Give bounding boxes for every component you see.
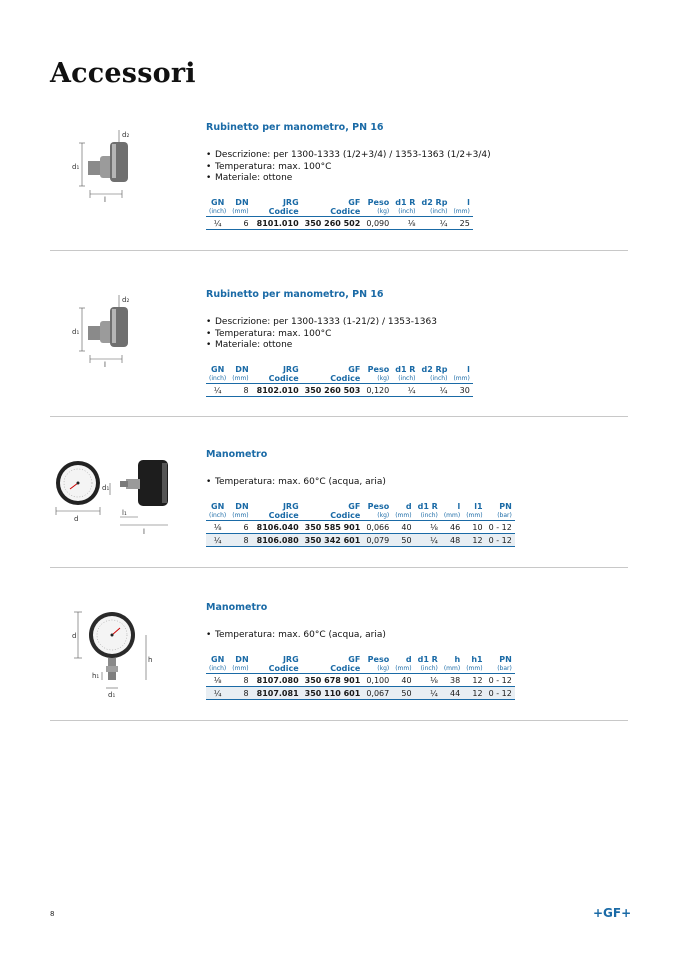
section-divider — [50, 416, 628, 417]
product-content — [206, 449, 546, 547]
spec-item: • Temperatura: max. 60°C (acqua, aria) — [206, 630, 546, 642]
col-header: d1 R — [395, 364, 416, 374]
spec-list — [206, 150, 536, 185]
cell: ¼ — [392, 383, 418, 396]
dim-d-label: d — [74, 515, 79, 523]
cell: ¼ — [418, 383, 450, 396]
cell: 350 260 503 — [302, 383, 364, 396]
col-header: DN — [235, 197, 249, 207]
cell: 8106.040 — [252, 520, 302, 533]
units-row — [206, 512, 515, 521]
cell: ¼ — [206, 216, 229, 229]
product-title: Manometro — [206, 449, 268, 460]
cell: 8107.080 — [252, 673, 302, 686]
col-header: Peso — [367, 197, 390, 207]
product-title: Rubinetto per manometro, PN 16 — [206, 289, 384, 300]
unit-label: (mm) — [232, 664, 249, 672]
header-row — [206, 197, 473, 208]
cell: 6 — [229, 216, 251, 229]
units-row — [206, 208, 473, 217]
cell: 46 — [441, 520, 463, 533]
valve-illustration — [50, 293, 190, 373]
cell: 0 - 12 — [486, 673, 515, 686]
cell: 350 678 901 — [302, 673, 364, 686]
col-header: d — [405, 501, 412, 511]
col-header: DN — [235, 501, 249, 511]
cell: 38 — [441, 673, 463, 686]
spec-item: • Temperatura: max. 100°C — [206, 329, 536, 341]
cell: 350 342 601 — [302, 533, 364, 546]
spec-table — [206, 501, 515, 547]
page-title: Accessori — [50, 58, 196, 89]
dim-l1-label: l₁ — [122, 509, 127, 517]
gf-logo: +GF+ — [593, 906, 632, 920]
col-header: d2 Rp — [421, 364, 448, 374]
cell: 8102.010 — [252, 383, 302, 396]
col-header: GN — [211, 501, 225, 511]
cell: ¼ — [415, 686, 441, 699]
unit-label: (bar) — [497, 511, 512, 519]
unit-label: (inch) — [430, 207, 448, 215]
cell: 0 - 12 — [486, 520, 515, 533]
dim-d1-label: d₁ — [72, 163, 80, 171]
units-row — [206, 665, 515, 674]
col-header: GF — [348, 197, 361, 207]
table-row — [206, 673, 515, 686]
unit-label: (inch) — [209, 511, 227, 519]
col-header: PN — [499, 501, 512, 511]
header-row — [206, 501, 515, 512]
dim-h1-label: h₁ — [92, 672, 100, 680]
unit-label: (mm) — [466, 511, 483, 519]
col-subheader: Codice — [330, 206, 361, 216]
cell: ¼ — [206, 383, 229, 396]
col-header: JRG — [282, 364, 299, 374]
product-title: Manometro — [206, 602, 268, 613]
dim-l-label: l — [143, 528, 145, 536]
col-header: DN — [235, 654, 249, 664]
cell: 0,100 — [363, 673, 392, 686]
unit-label: (inch) — [398, 207, 416, 215]
cell: 12 — [463, 686, 485, 699]
cell: 8107.081 — [252, 686, 302, 699]
cell: 350 585 901 — [302, 520, 364, 533]
valve-illustration — [50, 128, 190, 208]
cell: 0 - 12 — [486, 533, 515, 546]
col-header: JRG — [282, 654, 299, 664]
unit-label: (mm) — [395, 664, 412, 672]
col-header: GN — [211, 197, 225, 207]
cell: 6 — [229, 520, 251, 533]
unit-label: (mm) — [232, 374, 249, 382]
table-row — [206, 216, 473, 229]
spec-list — [206, 630, 546, 642]
col-header: GF — [348, 654, 361, 664]
table-row — [206, 533, 515, 546]
unit-label: (inch) — [209, 207, 227, 215]
cell: 0 - 12 — [486, 686, 515, 699]
page-number: 8 — [50, 910, 55, 918]
cell: ¼ — [418, 216, 450, 229]
unit-label: (mm) — [232, 511, 249, 519]
section-divider — [50, 250, 628, 251]
cell: ⅛ — [415, 673, 441, 686]
col-header: GN — [211, 654, 225, 664]
cell: 48 — [441, 533, 463, 546]
col-subheader: Codice — [268, 373, 299, 383]
unit-label: (kg) — [377, 374, 390, 382]
cell: 350 110 601 — [302, 686, 364, 699]
cell: 8 — [229, 673, 251, 686]
cell: 8106.080 — [252, 533, 302, 546]
cell: ¼ — [415, 533, 441, 546]
col-header: d1 R — [417, 501, 438, 511]
unit-label: (kg) — [377, 207, 390, 215]
col-header: DN — [235, 364, 249, 374]
unit-label: (mm) — [232, 207, 249, 215]
spec-item: • Descrizione: per 1300-1333 (1-21/2) / 1353-1363 — [206, 317, 536, 329]
cell: 12 — [463, 533, 485, 546]
cell: ⅛ — [206, 520, 229, 533]
unit-label: (mm) — [466, 664, 483, 672]
dim-d1-label: d₁ — [108, 691, 116, 699]
unit-label: (inch) — [420, 511, 438, 519]
section-divider — [50, 720, 628, 721]
unit-label: (kg) — [377, 511, 390, 519]
dim-d2-label: d₂ — [122, 296, 130, 304]
unit-label: (inch) — [398, 374, 416, 382]
unit-label: (mm) — [453, 207, 470, 215]
col-header: d1 R — [395, 197, 416, 207]
units-row — [206, 375, 473, 384]
product-content — [206, 602, 546, 700]
unit-label: (kg) — [377, 664, 390, 672]
col-header: h1 — [471, 654, 483, 664]
unit-label: (mm) — [443, 664, 461, 672]
cell: 0,090 — [363, 216, 392, 229]
cell: 40 — [392, 520, 414, 533]
unit-label: (bar) — [497, 664, 512, 672]
cell: 8 — [229, 533, 251, 546]
cell: 50 — [392, 686, 414, 699]
dim-d-label: d — [72, 632, 77, 640]
col-header: l — [467, 364, 470, 374]
spec-item: • Materiale: ottone — [206, 173, 536, 185]
col-header: GN — [211, 364, 225, 374]
header-row — [206, 364, 473, 375]
product-title: Rubinetto per manometro, PN 16 — [206, 122, 384, 133]
col-header: Peso — [367, 501, 390, 511]
cell: 30 — [450, 383, 472, 396]
cell: 0,120 — [363, 383, 392, 396]
cell: ¼ — [206, 533, 229, 546]
spec-list — [206, 317, 536, 352]
col-subheader: Codice — [330, 663, 361, 673]
dim-l-label: l — [104, 196, 106, 204]
col-header: GF — [348, 501, 361, 511]
col-header: l1 — [474, 501, 483, 511]
col-header: d — [405, 654, 412, 664]
col-header: h — [454, 654, 461, 664]
cell: ¼ — [206, 686, 229, 699]
col-header: d1 R — [417, 654, 438, 664]
dim-d2-label: d₂ — [122, 131, 130, 139]
product-content — [206, 289, 536, 397]
spec-item: • Temperatura: max. 100°C — [206, 162, 536, 174]
cell: 0,079 — [363, 533, 392, 546]
spec-table — [206, 197, 473, 230]
cell: 0,067 — [363, 686, 392, 699]
section-divider — [50, 567, 628, 568]
col-subheader: Codice — [268, 206, 299, 216]
spec-item: • Materiale: ottone — [206, 340, 536, 352]
header-row — [206, 654, 515, 665]
unit-label: (mm) — [443, 511, 461, 519]
col-header: l — [467, 197, 470, 207]
dim-d1-label: d₁ — [102, 484, 110, 492]
unit-label: (mm) — [395, 511, 412, 519]
cell: 10 — [463, 520, 485, 533]
dim-d1-label: d₁ — [72, 328, 80, 336]
cell: 8 — [229, 383, 251, 396]
cell: ⅛ — [392, 216, 418, 229]
col-header: PN — [499, 654, 512, 664]
col-header: l — [457, 501, 461, 511]
spec-table — [206, 654, 515, 700]
cell: 50 — [392, 533, 414, 546]
cell: 12 — [463, 673, 485, 686]
spec-table — [206, 364, 473, 397]
col-header: d2 Rp — [421, 197, 448, 207]
spec-item: • Descrizione: per 1300-1333 (1/2+3/4) / 1353-1363 (1/2+3/4) — [206, 150, 536, 162]
pressure-gauge-bottom-mount-illustration — [50, 604, 170, 700]
col-header: JRG — [282, 197, 299, 207]
cell: 350 260 502 — [302, 216, 364, 229]
col-header: Peso — [367, 364, 390, 374]
cell: 8101.010 — [252, 216, 302, 229]
col-header: JRG — [282, 501, 299, 511]
unit-label: (inch) — [209, 664, 227, 672]
col-header: Peso — [367, 654, 390, 664]
col-subheader: Codice — [330, 510, 361, 520]
cell: ⅛ — [415, 520, 441, 533]
col-subheader: Codice — [268, 663, 299, 673]
unit-label: (inch) — [209, 374, 227, 382]
cell: 0,066 — [363, 520, 392, 533]
cell: 40 — [392, 673, 414, 686]
col-subheader: Codice — [268, 510, 299, 520]
cell: ⅛ — [206, 673, 229, 686]
table-row — [206, 520, 515, 533]
table-row — [206, 383, 473, 396]
spec-item: • Temperatura: max. 60°C (acqua, aria) — [206, 477, 546, 489]
col-subheader: Codice — [330, 373, 361, 383]
dim-l-label: l — [104, 361, 106, 369]
col-header: GF — [348, 364, 361, 374]
unit-label: (inch) — [430, 374, 448, 382]
cell: 44 — [441, 686, 463, 699]
cell: 25 — [450, 216, 472, 229]
dim-h-label: h — [148, 656, 153, 664]
unit-label: (inch) — [420, 664, 438, 672]
pressure-gauge-back-mount-illustration — [50, 455, 200, 537]
spec-list — [206, 477, 546, 489]
unit-label: (mm) — [453, 374, 470, 382]
cell: 8 — [229, 686, 251, 699]
table-row — [206, 686, 515, 699]
product-content — [206, 122, 536, 230]
